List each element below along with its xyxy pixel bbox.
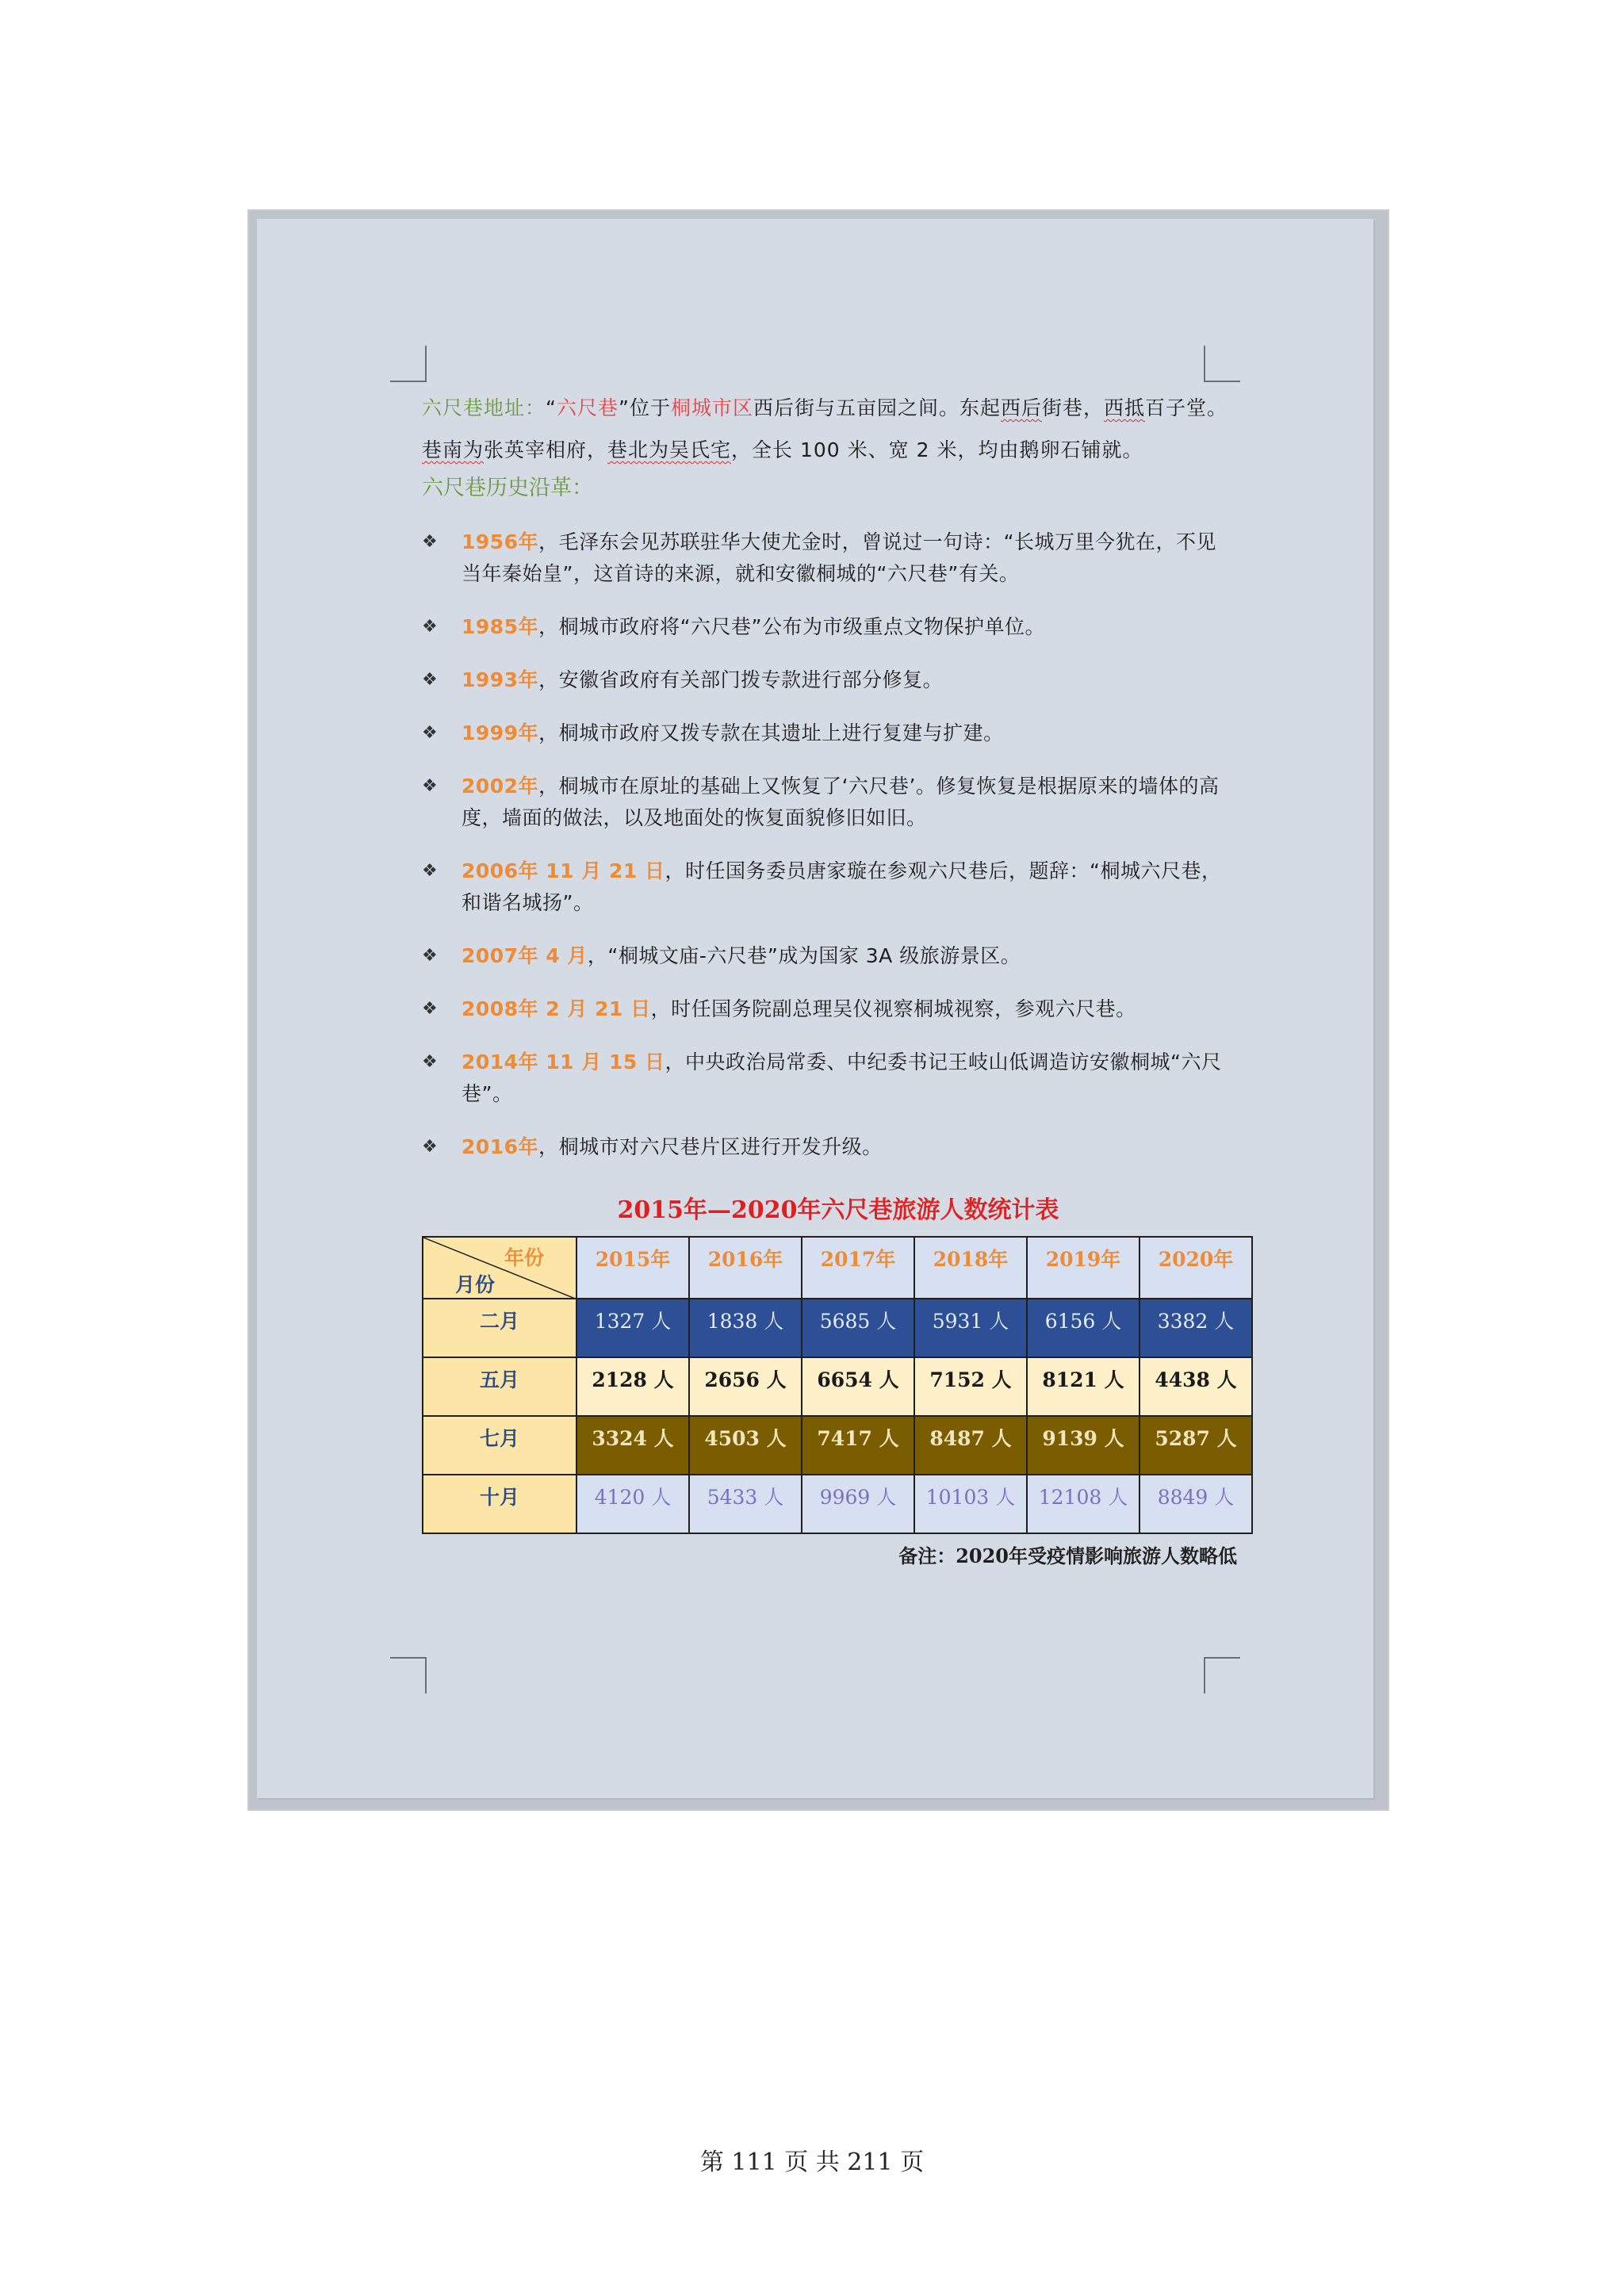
corner-month-label: 月份 (455, 1273, 496, 1296)
page-content (422, 387, 1237, 1568)
month-header: 七月 (423, 1416, 576, 1475)
history-item (422, 940, 1231, 972)
visitor-count-cell: 4120 人 (576, 1475, 689, 1533)
diamond-bullet-icon: ❖ (422, 670, 439, 690)
history-item-text: ，桐城市对六尺巷片区进行开发升级。 (538, 1135, 883, 1158)
history-item-date: 2007年 4 月 (462, 944, 588, 967)
history-item-text: ，桐城市在原址的基础上又恢复了‘六尺巷’。修复恢复是根据原来的墙体的高度，墙面的做法，以及地面处的恢复面貌修旧如旧。 (462, 775, 1220, 829)
crop-mark-bottom-left (390, 1657, 427, 1693)
diamond-bullet-icon: ❖ (422, 861, 439, 881)
history-item (422, 611, 1231, 643)
visitor-count-cell: 5685 人 (802, 1299, 914, 1357)
address-paragraph: 六尺巷地址：“六尺巷”位于桐城市区西后街与五亩园之间。东起西后街巷，西抵百子堂。巷南为张英宰相府，巷北为吴氏宅，全长 100 米、宽 2 米，均由鹅卵石铺就。 (422, 396, 1228, 461)
history-item-text: ，时任国务院副总理吴仪视察桐城视察，参观六尺巷。 (650, 997, 1136, 1020)
visitor-count-cell: 4503 人 (689, 1416, 802, 1475)
history-item (422, 993, 1231, 1025)
year-header: 2017年 (802, 1237, 914, 1299)
history-item-date: 2002年 (462, 775, 539, 798)
history-item (422, 855, 1231, 919)
table-row (423, 1357, 1252, 1416)
year-header: 2018年 (914, 1237, 1027, 1299)
alley-name: 六尺巷 (556, 396, 619, 419)
visitor-count-cell: 7417 人 (802, 1416, 914, 1475)
visitor-count-cell: 8849 人 (1139, 1475, 1252, 1533)
visitor-count-cell: 6156 人 (1027, 1299, 1139, 1357)
history-item-date: 1999年 (462, 721, 539, 744)
table-row (423, 1299, 1252, 1357)
visitor-count-cell: 3324 人 (576, 1416, 689, 1475)
diamond-bullet-icon: ❖ (422, 723, 439, 743)
diamond-bullet-icon: ❖ (422, 999, 439, 1019)
diagonal-line (423, 1238, 577, 1299)
history-item-date: 2016年 (462, 1135, 539, 1158)
visitor-count-cell: 3382 人 (1139, 1299, 1252, 1357)
diamond-bullet-icon: ❖ (422, 1137, 439, 1157)
spellcheck-word: 巷北为吴氏宅 (607, 438, 732, 461)
visitor-stats-table (422, 1236, 1253, 1534)
history-item-date: 1993年 (462, 668, 539, 691)
history-item-text: ，时任国务委员唐家璇在参观六尺巷后，题辞：“桐城六尺巷，和谐名城扬”。 (462, 859, 1222, 914)
visitor-count-cell: 7152 人 (914, 1357, 1027, 1416)
year-header: 2020年 (1139, 1237, 1252, 1299)
visitor-count-cell: 4438 人 (1139, 1357, 1252, 1416)
history-item-date: 2006年 11 月 21 日 (462, 859, 665, 882)
history-item-date: 2014年 11 月 15 日 (462, 1050, 665, 1073)
history-item-text: ，桐城市政府将“六尺巷”公布为市级重点文物保护单位。 (538, 615, 1045, 638)
history-item-date: 1985年 (462, 615, 539, 638)
visitor-count-cell: 5931 人 (914, 1299, 1027, 1357)
history-item-date: 2008年 2 月 21 日 (462, 997, 651, 1020)
spellcheck-word: 西抵 (1104, 396, 1146, 419)
spellcheck-word: 巷南为 (422, 438, 485, 461)
document-screenshot (247, 209, 1389, 1811)
year-header: 2015年 (576, 1237, 689, 1299)
table-corner-header (423, 1237, 576, 1299)
history-item (422, 771, 1231, 834)
visitor-count-cell: 8121 人 (1027, 1357, 1139, 1416)
visitor-count-cell: 9969 人 (802, 1475, 914, 1533)
address-label: 六尺巷地址： (422, 396, 546, 419)
city-name: 桐城市区 (670, 396, 753, 419)
crop-mark-top-right (1204, 346, 1240, 382)
table-row (423, 1475, 1252, 1533)
visitor-count-cell: 10103 人 (914, 1475, 1027, 1533)
table-title: 2015年—2020年六尺巷旅游人数统计表 (617, 1196, 1059, 1224)
diamond-bullet-icon: ❖ (422, 946, 439, 966)
history-item (422, 526, 1231, 590)
history-item-text: ，中央政治局常委、中纪委书记王岐山低调造访安徽桐城“六尺巷”。 (462, 1050, 1222, 1105)
visitor-count-cell: 9139 人 (1027, 1416, 1139, 1475)
history-item-text: ，桐城市政府又拨专款在其遗址上进行复建与扩建。 (538, 721, 1004, 744)
month-header: 五月 (423, 1357, 576, 1416)
history-item (422, 718, 1231, 749)
diamond-bullet-icon: ❖ (422, 617, 439, 637)
history-item (422, 1131, 1231, 1163)
crop-mark-bottom-right (1204, 1657, 1240, 1693)
visitor-count-cell: 12108 人 (1027, 1475, 1139, 1533)
visitor-count-cell: 2128 人 (576, 1357, 689, 1416)
diamond-bullet-icon: ❖ (422, 1052, 439, 1072)
year-header: 2016年 (689, 1237, 802, 1299)
diamond-bullet-icon: ❖ (422, 532, 439, 552)
month-header: 二月 (423, 1299, 576, 1357)
visitor-count-cell: 6654 人 (802, 1357, 914, 1416)
table-note: 备注：2020年受疫情影响旅游人数略低 (898, 1544, 1237, 1567)
visitor-count-cell: 1838 人 (689, 1299, 802, 1357)
visitor-count-cell: 5287 人 (1139, 1416, 1252, 1475)
spellcheck-word: 西后 (1000, 396, 1042, 419)
page-footer: 第 111 页 共 211 页 (699, 2149, 925, 2176)
history-item-text: ，毛泽东会见苏联驻华大使尤金时，曾说过一句诗：“长城万里今犹在，不见当年秦始皇”，这首诗的来源，就和安徽桐城的“六尺巷”有关。 (462, 530, 1217, 585)
corner-year-label: 年份 (504, 1246, 544, 1269)
month-header: 十月 (423, 1475, 576, 1533)
visitor-count-cell: 8487 人 (914, 1416, 1027, 1475)
history-item-text: ，安徽省政府有关部门拨专款进行部分修复。 (538, 668, 944, 691)
table-row (423, 1416, 1252, 1475)
visitor-count-cell: 5433 人 (689, 1475, 802, 1533)
visitor-count-cell: 2656 人 (689, 1357, 802, 1416)
year-header: 2019年 (1027, 1237, 1139, 1299)
history-item (422, 1047, 1231, 1110)
document-page (257, 219, 1373, 1798)
history-heading: 六尺巷历史沿革： (422, 476, 593, 500)
history-item-text: ，“桐城文庙-六尺巷”成为国家 3A 级旅游景区。 (587, 944, 1021, 967)
history-list (422, 526, 1231, 1163)
crop-mark-top-left (390, 346, 427, 382)
history-item-date: 1956年 (462, 530, 539, 553)
history-item (422, 664, 1231, 696)
visitor-count-cell: 1327 人 (576, 1299, 689, 1357)
diamond-bullet-icon: ❖ (422, 776, 439, 796)
